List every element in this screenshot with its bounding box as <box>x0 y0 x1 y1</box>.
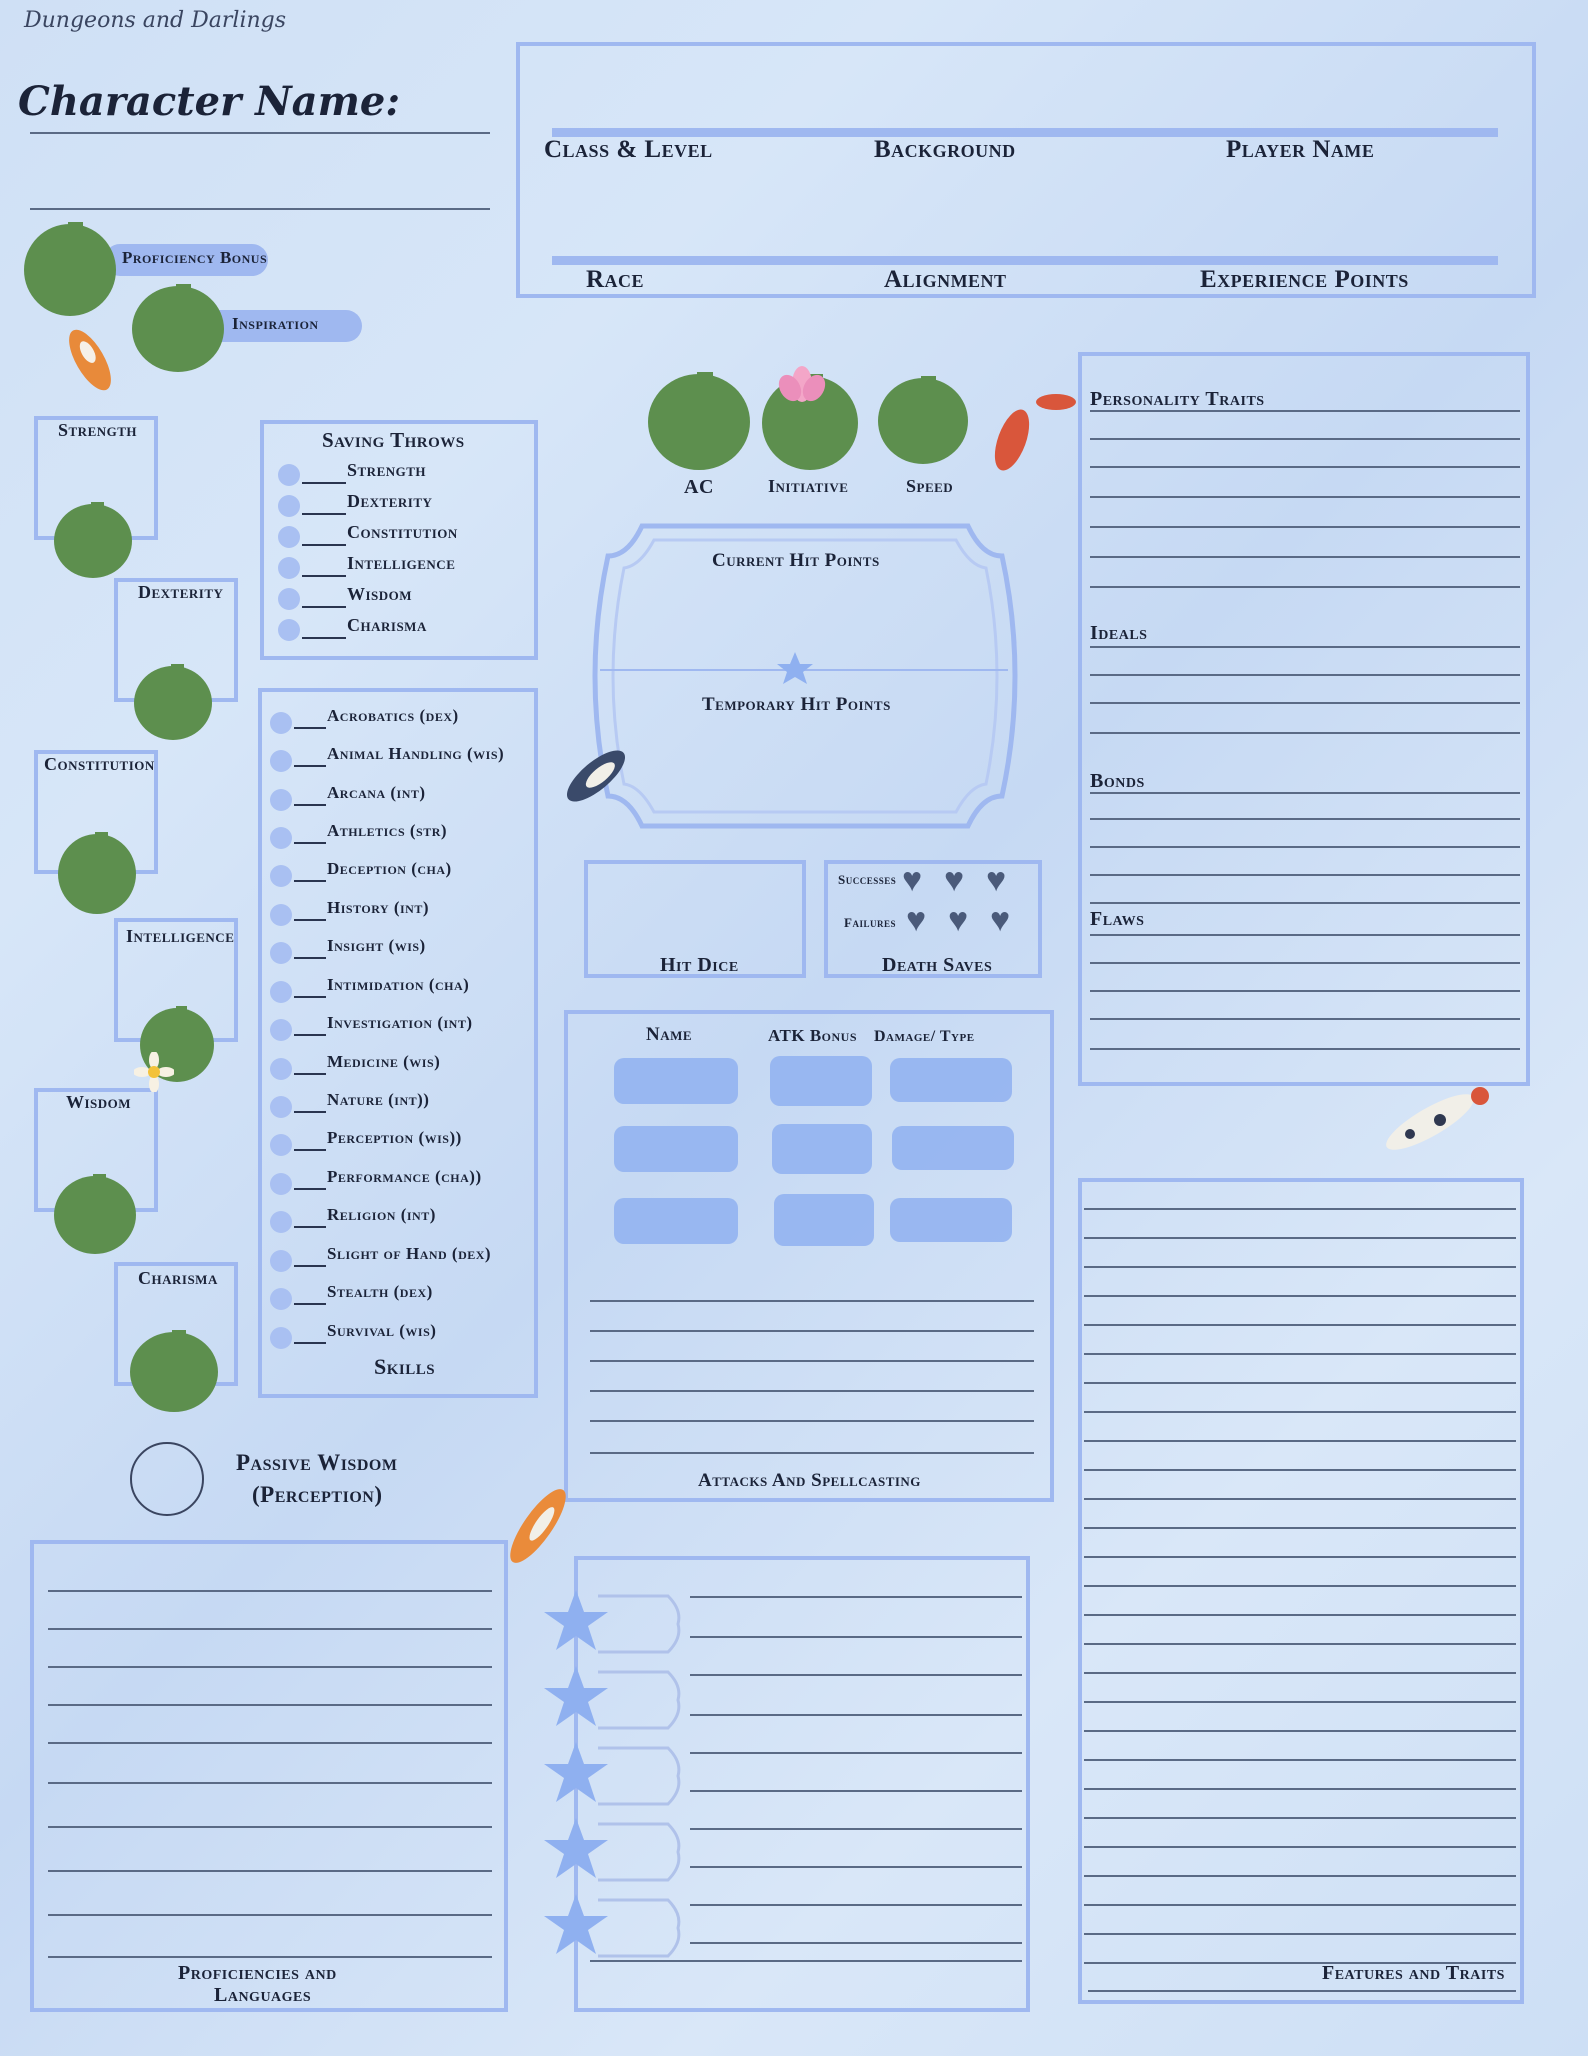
save-value-blank[interactable] <box>302 482 346 484</box>
passive-perception-label: (Perception) <box>252 1482 383 1507</box>
features-line[interactable] <box>1084 1353 1516 1355</box>
skill-value-blank[interactable] <box>294 1226 326 1228</box>
skill-label: Slight of Hand (dex) <box>327 1244 492 1263</box>
dexterity-modifier-lilypad[interactable] <box>134 666 212 740</box>
background-label: Background <box>874 136 1016 163</box>
constitution-modifier-lilypad[interactable] <box>58 834 136 914</box>
attack-name-header: Name <box>646 1024 693 1045</box>
skill-value-blank[interactable] <box>294 765 326 767</box>
bonds-line[interactable] <box>1090 874 1520 876</box>
success-heart-icon[interactable]: ♥ <box>944 862 965 899</box>
character-name-line[interactable] <box>30 132 490 134</box>
features-line[interactable] <box>1084 1295 1516 1297</box>
skill-prof-dot[interactable] <box>270 1019 292 1041</box>
wisdom-label: Wisdom <box>66 1092 132 1112</box>
skill-label: Arcana (int) <box>327 783 426 802</box>
gold-coin-field[interactable] <box>598 1824 688 1880</box>
skill-prof-dot[interactable] <box>270 1327 292 1349</box>
current-hit-points-label: Current Hit Points <box>712 550 880 571</box>
successes-label: Successes <box>838 872 897 887</box>
save-prof-dot[interactable] <box>278 588 300 610</box>
failure-broken-heart-icon[interactable]: ♥ <box>906 902 927 939</box>
skill-label: Nature (int)) <box>327 1090 430 1109</box>
skill-label: Animal Handling (wis) <box>327 744 505 763</box>
save-prof-dot[interactable] <box>278 464 300 486</box>
attack-damage-field[interactable] <box>892 1126 1014 1170</box>
hit-dice-label: Hit Dice <box>660 954 739 976</box>
skill-label: Athletics (str) <box>327 821 448 840</box>
skill-label: Religion (int) <box>327 1205 436 1224</box>
features-line[interactable] <box>1084 1440 1516 1442</box>
skill-value-blank[interactable] <box>294 1073 326 1075</box>
charisma-modifier-lilypad[interactable] <box>130 1332 218 1412</box>
proficiency-lilypad[interactable] <box>24 224 116 316</box>
attack-damage-field[interactable] <box>890 1198 1012 1242</box>
save-value-blank[interactable] <box>302 544 346 546</box>
character-name-label: Character Name: <box>18 78 401 125</box>
skill-prof-dot[interactable] <box>270 789 292 811</box>
passive-wisdom-circle[interactable] <box>130 1442 204 1516</box>
skill-prof-dot[interactable] <box>270 865 292 887</box>
equipment-line[interactable] <box>690 1674 1022 1676</box>
skills-title: Skills <box>374 1354 436 1379</box>
features-line[interactable] <box>1084 1498 1516 1500</box>
features-line[interactable] <box>1084 1875 1516 1877</box>
skill-prof-dot[interactable] <box>270 827 292 849</box>
attack-name-field[interactable] <box>614 1058 738 1104</box>
skill-label: Deception (cha) <box>327 859 452 878</box>
skill-value-blank[interactable] <box>294 996 326 998</box>
features-traits-label: Features and Traits <box>1322 1962 1505 1984</box>
water-lily-icon <box>134 1052 174 1092</box>
attacks-note-line[interactable] <box>590 1390 1034 1392</box>
attacks-note-line[interactable] <box>590 1452 1034 1454</box>
constitution-label: Constitution <box>44 754 155 774</box>
equipment-line[interactable] <box>690 1866 1022 1868</box>
save-value-blank[interactable] <box>302 513 346 515</box>
attack-name-field[interactable] <box>614 1126 738 1172</box>
flaws-line[interactable] <box>1090 962 1520 964</box>
flaws-label: Flaws <box>1090 908 1145 930</box>
features-line[interactable] <box>1084 1759 1516 1761</box>
skill-value-blank[interactable] <box>294 880 326 882</box>
header-divider-2 <box>552 256 1498 265</box>
features-line[interactable] <box>1084 1527 1516 1529</box>
dexterity-label: Dexterity <box>138 582 224 602</box>
skill-value-blank[interactable] <box>294 1342 326 1344</box>
skill-value-blank[interactable] <box>294 1303 326 1305</box>
save-value-blank[interactable] <box>302 575 346 577</box>
skill-prof-dot[interactable] <box>270 750 292 772</box>
charisma-label: Charisma <box>138 1268 218 1288</box>
skill-prof-dot[interactable] <box>270 1288 292 1310</box>
skill-value-blank[interactable] <box>294 842 326 844</box>
personality-line[interactable] <box>1090 496 1520 498</box>
attacks-note-line[interactable] <box>590 1420 1034 1422</box>
features-line[interactable] <box>1084 1701 1516 1703</box>
skill-label: Intimidation (cha) <box>327 975 470 994</box>
skill-label: Performance (cha)) <box>327 1167 482 1186</box>
save-value-blank[interactable] <box>302 606 346 608</box>
features-line[interactable] <box>1084 1585 1516 1587</box>
equipment-line[interactable] <box>690 1904 1022 1906</box>
skill-prof-dot[interactable] <box>270 1134 292 1156</box>
death-saves-label: Death Saves <box>882 954 993 976</box>
equipment-line[interactable] <box>690 1636 1022 1638</box>
koi-fish-icon <box>1340 1070 1520 1170</box>
current-hit-points-field[interactable] <box>640 588 960 652</box>
bonds-line[interactable] <box>1090 846 1520 848</box>
ideals-line[interactable] <box>1090 702 1520 704</box>
proficiencies-line[interactable] <box>48 1826 492 1828</box>
save-prof-dot[interactable] <box>278 619 300 641</box>
features-line[interactable] <box>1084 1730 1516 1732</box>
proficiencies-line[interactable] <box>48 1742 492 1744</box>
ac-label: AC <box>684 476 714 498</box>
personality-line[interactable] <box>1090 438 1520 440</box>
temporary-hit-points-field[interactable] <box>640 728 960 792</box>
attacks-note-line[interactable] <box>590 1300 1034 1302</box>
electrum-coin-field[interactable] <box>598 1748 688 1804</box>
wisdom-modifier-lilypad[interactable] <box>54 1176 136 1254</box>
equipment-line[interactable] <box>690 1828 1022 1830</box>
personality-box <box>1078 352 1530 1086</box>
ideals-line[interactable] <box>1090 646 1520 648</box>
character-name-line-2[interactable] <box>30 208 490 210</box>
personality-line[interactable] <box>1090 410 1520 412</box>
attack-damage-field[interactable] <box>890 1058 1012 1102</box>
passive-wisdom-label: Passive Wisdom <box>236 1450 398 1475</box>
skill-value-blank[interactable] <box>294 727 326 729</box>
inspiration-lilypad[interactable] <box>132 286 224 372</box>
attack-bonus-field[interactable] <box>770 1056 872 1106</box>
save-label: Dexterity <box>347 491 433 511</box>
features-line[interactable] <box>1084 1556 1516 1558</box>
skill-label: Investigation (int) <box>327 1013 473 1032</box>
skill-value-blank[interactable] <box>294 1111 326 1113</box>
attack-damage-header: Damage/ Type <box>874 1028 975 1045</box>
features-line[interactable] <box>1084 1672 1516 1674</box>
proficiencies-line[interactable] <box>48 1782 492 1784</box>
bonds-label: Bonds <box>1090 770 1145 792</box>
ideals-label: Ideals <box>1090 622 1148 644</box>
initiative-label: Initiative <box>768 476 849 496</box>
personality-line[interactable] <box>1090 466 1520 468</box>
ideals-line[interactable] <box>1090 732 1520 734</box>
proficiencies-line[interactable] <box>48 1956 492 1958</box>
skill-prof-dot[interactable] <box>270 712 292 734</box>
save-label: Charisma <box>347 615 427 635</box>
speed-label: Speed <box>906 476 954 496</box>
attack-bonus-field[interactable] <box>774 1194 874 1246</box>
features-line[interactable] <box>1084 1788 1516 1790</box>
platinum-coin-field[interactable] <box>598 1900 688 1956</box>
attacks-title: Attacks And Spellcasting <box>698 1470 921 1491</box>
bonds-line[interactable] <box>1090 818 1520 820</box>
flaws-line[interactable] <box>1090 990 1520 992</box>
proficiencies-box <box>30 1540 508 2012</box>
features-line[interactable] <box>1084 1324 1516 1326</box>
skill-prof-dot[interactable] <box>270 904 292 926</box>
skill-value-blank[interactable] <box>294 1034 326 1036</box>
features-line[interactable] <box>1084 1817 1516 1819</box>
player-name-label: Player Name <box>1226 136 1375 163</box>
bonds-line[interactable] <box>1090 792 1520 794</box>
features-box <box>1078 1178 1524 2004</box>
skill-label: Acrobatics (dex) <box>327 706 459 725</box>
features-line[interactable] <box>1084 1904 1516 1906</box>
features-line[interactable] <box>1088 1990 1516 1992</box>
speed-lilypad[interactable] <box>878 378 968 464</box>
skill-label: Stealth (dex) <box>327 1282 433 1301</box>
skill-label: Medicine (wis) <box>327 1052 441 1071</box>
failure-broken-heart-icon[interactable]: ♥ <box>948 902 969 939</box>
languages-label: Languages <box>214 1984 312 2006</box>
attack-bonus-field[interactable] <box>772 1124 872 1174</box>
skill-label: Insight (wis) <box>327 936 426 955</box>
features-line[interactable] <box>1084 1237 1516 1239</box>
features-line[interactable] <box>1084 1208 1516 1210</box>
flaws-line[interactable] <box>1090 1048 1520 1050</box>
skill-value-blank[interactable] <box>294 1188 326 1190</box>
save-prof-dot[interactable] <box>278 495 300 517</box>
equipment-line[interactable] <box>690 1714 1022 1716</box>
equipment-line[interactable] <box>690 1942 1022 1944</box>
success-heart-icon[interactable]: ♥ <box>902 862 923 899</box>
save-prof-dot[interactable] <box>278 557 300 579</box>
save-label: Strength <box>347 460 427 480</box>
ac-lilypad[interactable] <box>648 374 750 470</box>
flaws-line[interactable] <box>1090 1018 1520 1020</box>
features-line[interactable] <box>1084 1846 1516 1848</box>
copper-coin-field[interactable] <box>598 1596 688 1652</box>
koi-fish-icon <box>516 732 656 822</box>
ideals-line[interactable] <box>1090 674 1520 676</box>
skill-value-blank[interactable] <box>294 1265 326 1267</box>
skill-value-blank[interactable] <box>294 957 326 959</box>
features-line[interactable] <box>1084 1411 1516 1413</box>
failure-broken-heart-icon[interactable]: ♥ <box>990 902 1011 939</box>
personality-line[interactable] <box>1090 586 1520 588</box>
skill-prof-dot[interactable] <box>270 1173 292 1195</box>
skill-value-blank[interactable] <box>294 804 326 806</box>
equipment-line[interactable] <box>690 1596 1022 1598</box>
features-line[interactable] <box>1084 1643 1516 1645</box>
attacks-note-line[interactable] <box>590 1330 1034 1332</box>
strength-modifier-lilypad[interactable] <box>54 504 132 578</box>
skill-prof-dot[interactable] <box>270 1250 292 1272</box>
skill-label: History (int) <box>327 898 430 917</box>
skill-prof-dot[interactable] <box>270 1058 292 1080</box>
proficiencies-label: Proficiencies and <box>178 1962 337 1984</box>
alignment-label: Alignment <box>884 266 1007 293</box>
proficiencies-line[interactable] <box>48 1870 492 1872</box>
race-label: Race <box>586 266 645 293</box>
skill-label: Perception (wis)) <box>327 1128 462 1147</box>
koi-fish-icon <box>972 380 1082 490</box>
proficiency-bonus-label: Proficiency Bonus <box>122 248 268 267</box>
attack-name-field[interactable] <box>614 1198 738 1244</box>
temporary-hit-points-label: Temporary Hit Points <box>702 694 891 715</box>
bonds-line[interactable] <box>1090 902 1520 904</box>
equipment-line[interactable] <box>690 1752 1022 1754</box>
strength-label: Strength <box>58 420 138 440</box>
attack-bonus-header: ATK Bonus <box>768 1026 858 1045</box>
save-prof-dot[interactable] <box>278 526 300 548</box>
proficiencies-line[interactable] <box>48 1590 492 1592</box>
inspiration-label: Inspiration <box>232 314 319 333</box>
proficiencies-line[interactable] <box>48 1628 492 1630</box>
save-value-blank[interactable] <box>302 637 346 639</box>
skill-value-blank[interactable] <box>294 919 326 921</box>
brand-label: Dungeons and Darlings <box>24 8 287 33</box>
save-label: Intelligence <box>347 553 456 573</box>
features-line[interactable] <box>1084 1614 1516 1616</box>
proficiencies-line[interactable] <box>48 1914 492 1916</box>
skill-label: Survival (wis) <box>327 1321 437 1340</box>
personality-line[interactable] <box>1090 526 1520 528</box>
features-line[interactable] <box>1084 1469 1516 1471</box>
koi-fish-icon <box>40 310 140 410</box>
features-line[interactable] <box>1084 1266 1516 1268</box>
lotus-flower-icon <box>774 362 830 406</box>
skill-prof-dot[interactable] <box>270 942 292 964</box>
silver-coin-field[interactable] <box>598 1672 688 1728</box>
save-label: Wisdom <box>347 584 413 604</box>
features-line[interactable] <box>1084 1933 1516 1935</box>
failures-label: Failures <box>844 915 896 930</box>
skill-prof-dot[interactable] <box>270 1211 292 1233</box>
personality-line[interactable] <box>1090 556 1520 558</box>
proficiencies-line[interactable] <box>48 1666 492 1668</box>
skill-prof-dot[interactable] <box>270 981 292 1003</box>
personality-traits-label: Personality Traits <box>1090 388 1265 410</box>
features-line[interactable] <box>1084 1382 1516 1384</box>
experience-points-label: Experience Points <box>1200 266 1409 293</box>
flaws-line[interactable] <box>1090 934 1520 936</box>
skill-prof-dot[interactable] <box>270 1096 292 1118</box>
class-level-label: Class & Level <box>544 136 713 163</box>
saving-throws-title: Saving Throws <box>322 428 465 452</box>
proficiencies-line[interactable] <box>48 1704 492 1706</box>
save-label: Constitution <box>347 522 458 542</box>
intelligence-label: Intelligence <box>126 926 235 946</box>
success-heart-icon[interactable]: ♥ <box>986 862 1007 899</box>
equipment-line[interactable] <box>690 1790 1022 1792</box>
skill-value-blank[interactable] <box>294 1149 326 1151</box>
attacks-note-line[interactable] <box>590 1360 1034 1362</box>
